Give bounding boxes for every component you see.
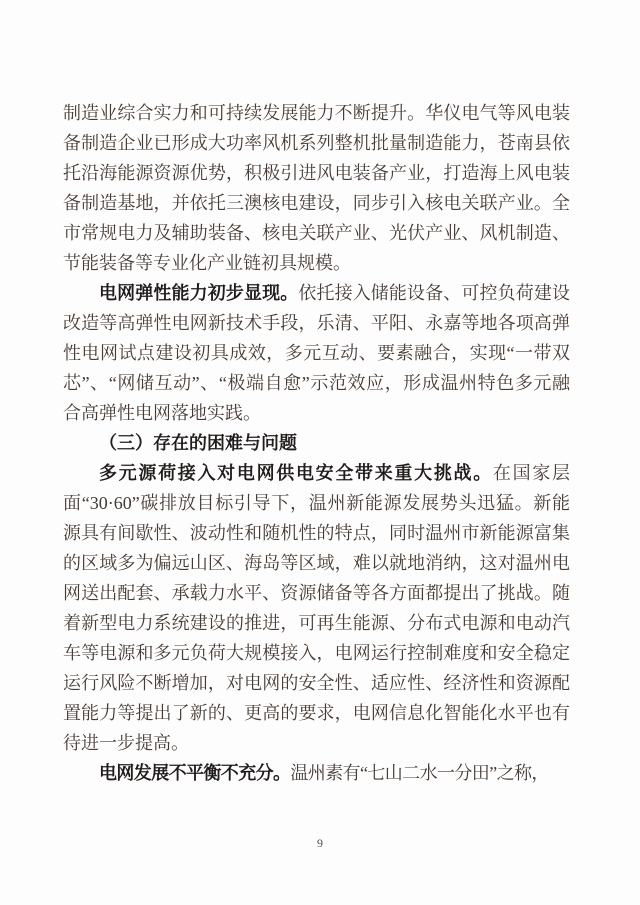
paragraph: [63, 458, 570, 758]
document-body: [63, 98, 570, 788]
paragraph: [63, 278, 570, 428]
paragraph: [63, 758, 570, 788]
bold-text-run: 多元源荷接入对电网供电安全带来重大挑战。: [99, 463, 493, 483]
paragraph: [63, 98, 570, 278]
bold-text-run: 电网发展不平衡不充分。: [99, 763, 291, 783]
page-footer: [0, 835, 640, 851]
bold-text-run: （三）存在的困难与问题: [99, 433, 297, 453]
text-run: 温州素有“七山二水一分田”之称，: [290, 763, 549, 783]
bold-text-run: 电网弹性能力初步显现。: [99, 283, 299, 303]
section-heading: [63, 428, 570, 458]
text-run: 依托接入储能设备、可控负荷建设改造等高弹性电网新技术手段，乐清、平阳、永嘉等地各项高弹性电网试点建设初具成效，多元互动、要素融合，实现“一带双芯”、“网储互动”、“极端自愈”示范效应，形成温州特色多元融合高弹性电网落地实践。: [63, 283, 571, 423]
page-number: 9: [317, 836, 323, 850]
text-run: 制造业综合实力和可持续发展能力不断提升。华仪电气等风电装备制造企业已形成大功率风机系列整机批量制造能力，苍南县依托沿海能源资源优势，积极引进风电装备产业，打造海上风电装备制造基地，并依托三澳核电建设，同步引入核电关联产业。全市常规电力及辅助装备、核电关联产业、光伏产业、风机制造、节能装备等专业化产业链初具规模。: [63, 103, 570, 273]
text-run: 在国家层面“30·60”碳排放目标引导下，温州新能源发展势头迅猛。新能源具有间歇性、波动性和随机性的特点，同时温州市新能源富集的区域多为偏远山区、海岛等区域，难以就地消纳，这对温州电网送出配套、承载力水平、资源储备等各方面都提出了挑战。随着新型电力系统建设的推进，可再生能源、分布式电源和电动汽车等电源和多元负荷大规模接入，电网运行控制难度和安全稳定运行风险不断增加，对电网的安全性、适应性、经济性和资源配置能力等提出了新的、更高的要求，电网信息化智能化水平也有待进一步提高。: [63, 463, 571, 753]
